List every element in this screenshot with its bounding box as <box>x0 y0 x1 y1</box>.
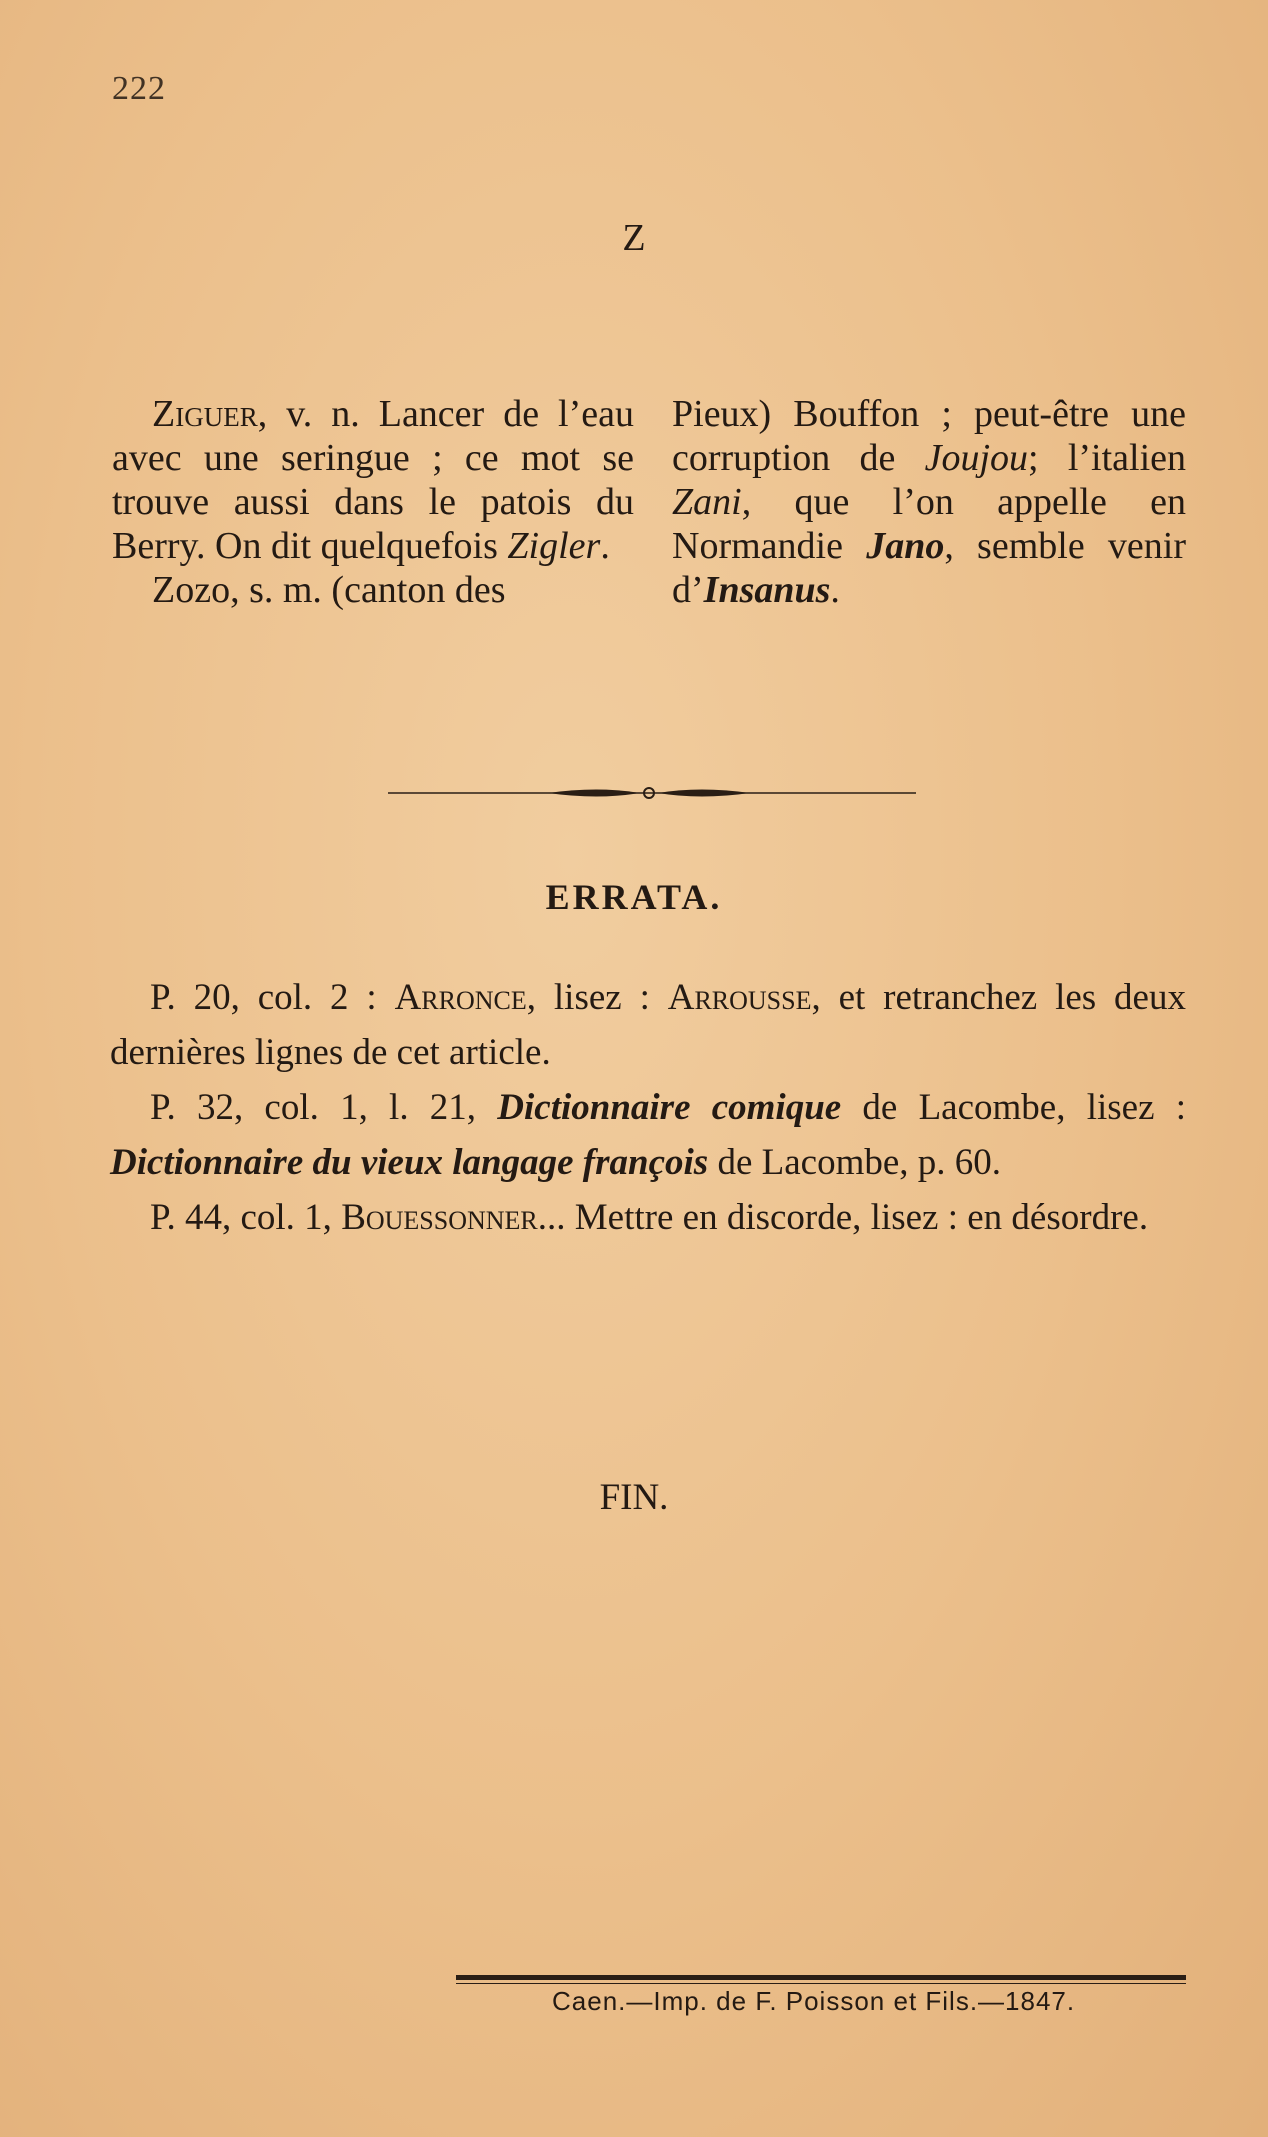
ornamental-divider <box>388 786 916 800</box>
entry-italic: Jano <box>866 525 945 567</box>
entry-text: ; l’italien <box>1028 437 1187 479</box>
entry-text: , semble venir d’ <box>672 525 1187 611</box>
errata-title-italic: Dictionnaire comique <box>497 1087 842 1128</box>
errata-text: ... Mettre en discorde, lisez : en désordre. <box>537 1197 1149 1238</box>
entry-text: , v. n. Lancer de l’eau avec une seringue ; ce mot se trouve aussi dans le patois du Berry. On dit quelquefois <box>112 393 634 567</box>
entry-text: Pieux) Bouffon ; peut-être une corruption de <box>672 393 1186 479</box>
errata-ref: P. 44, col. 1, <box>150 1197 342 1238</box>
entry-zozo: Zozo, s. m. (canton des <box>152 569 506 611</box>
errata-word: Arrousse <box>667 977 812 1018</box>
entry-italic: Joujou <box>924 437 1029 479</box>
page-number: 222 <box>112 70 166 107</box>
errata-text: de Lacombe, lisez : <box>841 1087 1186 1128</box>
errata-ref: P. 32, col. 1, l. 21, <box>150 1087 498 1128</box>
printer-imprint: Caen.—Imp. de F. Poisson et Fils.—1847. <box>552 1986 1076 2016</box>
entry-headword: Ziguer <box>152 393 258 435</box>
entry-italic: Zigler <box>507 525 601 567</box>
errata-word: Bouessonner <box>341 1197 538 1238</box>
section-letter: Z <box>622 217 646 259</box>
errata-item <box>110 1080 1186 1190</box>
errata-word: Arronce <box>394 977 527 1018</box>
errata-item <box>110 970 1186 1080</box>
entry-text: , que l’on appelle en Normandie <box>672 481 1186 567</box>
errata-item <box>110 1190 1186 1245</box>
entry-italic: Zani <box>672 481 742 523</box>
entry-zozo-continued <box>672 392 1186 612</box>
end-marker: FIN. <box>599 1477 669 1518</box>
footer-rule <box>456 1975 1186 1980</box>
entry-text: . <box>600 525 610 567</box>
errata-text: , et retranchez les deux dernières lignes de cet article. <box>110 977 1186 1073</box>
entries-left-column <box>112 392 634 612</box>
errata-text: de Lacombe, p. 60. <box>708 1142 1002 1183</box>
entries-right-column <box>672 392 1186 612</box>
entry-text: . <box>830 569 840 611</box>
entry-italic: Insanus <box>703 569 831 611</box>
errata-title: ERRATA. <box>545 877 723 917</box>
errata-list <box>110 970 1186 1245</box>
errata-title-italic: Dictionnaire du vieux langage françois <box>110 1142 709 1183</box>
errata-text: , lisez : <box>526 977 668 1018</box>
footer-rule-thin <box>456 1983 1186 1984</box>
entry-ziguer <box>112 392 634 568</box>
errata-ref: P. 20, col. 2 : <box>150 977 395 1018</box>
